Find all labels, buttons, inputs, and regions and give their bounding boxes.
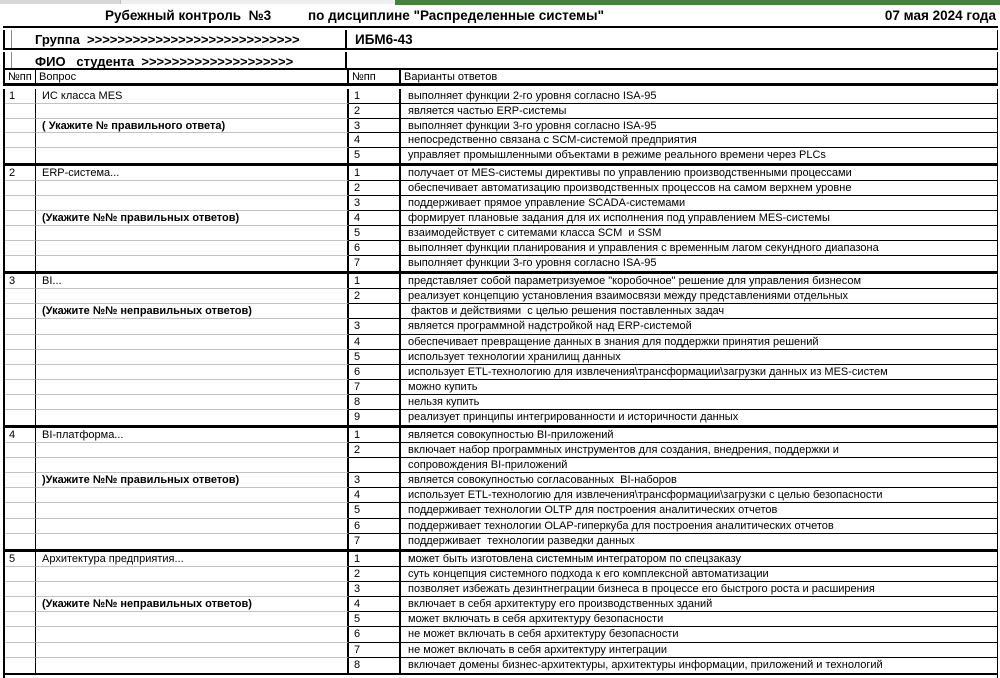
question-text-cell: BI... xyxy=(36,274,349,289)
answer-text-cell: можно купить xyxy=(401,380,997,395)
gridline-cell xyxy=(36,256,349,271)
answer-number-cell: 7 xyxy=(349,534,401,549)
answer-text-cell: является частью ERP-системы xyxy=(401,104,997,119)
answer-text-cell: суть концепция системного подхода к его комплексной автоматизации xyxy=(401,567,997,582)
gridline-cell xyxy=(36,289,349,304)
page-title: Рубежный контроль №3 xyxy=(105,8,272,23)
gridline-cell xyxy=(5,119,36,134)
answer-number-cell: 6 xyxy=(349,365,401,380)
question-number-cell: 5 xyxy=(5,552,36,567)
gridline-cell xyxy=(36,181,349,196)
gridline-cell xyxy=(36,519,349,534)
gridline-cell xyxy=(36,319,349,334)
gridline-cell xyxy=(36,335,349,350)
gridline-cell xyxy=(5,241,36,256)
answer-number-cell: 5 xyxy=(349,350,401,365)
answer-number-cell: 5 xyxy=(349,612,401,627)
answer-text-cell: не может включать в себя архитектуру интеграции xyxy=(401,643,997,658)
gridline-cell xyxy=(5,256,36,271)
gridline-cell xyxy=(5,582,36,597)
answer-text-cell: использует технологии хранилищ данных xyxy=(401,350,997,365)
question-instruction-cell xyxy=(36,473,349,488)
question-block xyxy=(5,166,997,274)
question-instruction-cell xyxy=(36,211,349,226)
gridline-cell xyxy=(36,133,349,148)
page-subtitle: по дисциплине "Распределенные системы" xyxy=(308,8,604,23)
gridline-cell xyxy=(5,335,36,350)
answer-text-cell: является совокупностью BI-приложений xyxy=(401,428,997,443)
gridline-cell xyxy=(36,350,349,365)
answer-text-cell: взаимодействует с ситемами класса SCM и SSM xyxy=(401,226,997,241)
gridline-cell xyxy=(36,241,349,256)
answer-number-cell: 6 xyxy=(349,519,401,534)
gridline-cell xyxy=(5,658,36,673)
gridline-cell xyxy=(36,627,349,642)
answer-text-cell: может быть изготовлена системным интегратором по спецзаказу xyxy=(401,552,997,567)
question-block xyxy=(5,552,997,675)
gridline-cell xyxy=(5,597,36,612)
gridline-cell xyxy=(5,534,36,549)
answer-text-cell: выполняет функции 2-го уровня согласно ISA-95 xyxy=(401,89,997,104)
gridline-cell xyxy=(36,612,349,627)
answer-text-cell: использует ETL-технологию для извлечения\трансформации\загрузки с целью безопасности xyxy=(401,488,997,503)
column-header-question: Вопрос xyxy=(36,70,349,83)
gridline-cell xyxy=(5,410,36,425)
answer-text-cell: выполняет функции 3-го уровня согласно ISA-95 xyxy=(401,119,997,134)
gridline-cell xyxy=(5,380,36,395)
answer-number-cell: 5 xyxy=(349,226,401,241)
answer-number-cell: 3 xyxy=(349,196,401,211)
answer-number-cell: 3 xyxy=(349,582,401,597)
gridline-cell xyxy=(5,395,36,410)
column-header-answers: Варианты ответов xyxy=(404,71,498,83)
question-instruction: (Укажите №№ правильных ответов) xyxy=(42,212,240,225)
gridline-cell xyxy=(36,395,349,410)
answer-text-cell: поддерживает прямое управление SCADA-системами xyxy=(401,196,997,211)
answer-number-cell: 5 xyxy=(349,148,401,163)
group-row xyxy=(3,30,998,50)
answer-text-cell: обеспечивает автоматизацию производственных процессов на самом верхнем уровне xyxy=(401,181,997,196)
answer-number-cell: 7 xyxy=(349,643,401,658)
answer-number-cell: 9 xyxy=(349,410,401,425)
answer-number-cell: 8 xyxy=(349,395,401,410)
answer-text-cell: является совокупностью согласованных BI-наборов xyxy=(401,473,997,488)
answer-text-cell: поддерживает технологии OLTP для построения аналитических отчетов xyxy=(401,503,997,518)
gridline-cell xyxy=(5,350,36,365)
answer-number-cell: 2 xyxy=(349,443,401,458)
question-number-cell: 3 xyxy=(5,274,36,289)
answer-text-cell: включает набор программных инструментов для создания, внедрения, поддержки и xyxy=(401,443,997,458)
gridline-cell xyxy=(36,410,349,425)
answer-number-cell: 1 xyxy=(349,428,401,443)
gridline-cell xyxy=(5,458,36,473)
student-name-label: ФИО студента >>>>>>>>>>>>>>>>>>>> xyxy=(5,52,347,68)
answer-number-cell: 2 xyxy=(349,567,401,582)
answer-number-cell: 7 xyxy=(349,256,401,271)
student-name-row xyxy=(3,52,998,70)
question-instruction-cell xyxy=(36,304,349,319)
strip-segment-mid xyxy=(121,0,395,4)
answer-text-cell: нельзя купить xyxy=(401,395,997,410)
gridline-cell xyxy=(36,488,349,503)
answer-text-cell: включает домены бизнес-архитектуры, архитектуры информации, приложений и технологий xyxy=(408,658,883,671)
answer-text-cell: сопровождения BI-приложений xyxy=(401,458,997,473)
answer-number-cell xyxy=(349,458,401,473)
answer-number-cell: 6 xyxy=(349,241,401,256)
gridline-cell xyxy=(5,226,36,241)
answer-text-cell: может включать в себя архитектуру безопасности xyxy=(401,612,997,627)
gridline-cell xyxy=(5,567,36,582)
question-block xyxy=(5,428,997,551)
gridline-cell xyxy=(5,148,36,163)
gridline-cell xyxy=(5,289,36,304)
answer-text-cell: представляет собой параметризуемое "коробочное" решение для управления бизнесом xyxy=(401,274,997,289)
gridline-cell xyxy=(5,443,36,458)
gridline-cell xyxy=(36,443,349,458)
gridline-cell xyxy=(36,582,349,597)
question-text-cell: ERP-система... xyxy=(36,166,349,181)
answer-number-cell: 4 xyxy=(349,488,401,503)
column-header-num2: №пп xyxy=(349,70,401,83)
answer-number-cell: 6 xyxy=(349,627,401,642)
answer-number-cell: 4 xyxy=(349,335,401,350)
gridline-cell xyxy=(36,148,349,163)
gridline-cell xyxy=(36,643,349,658)
title-row xyxy=(3,5,998,28)
question-block xyxy=(5,274,997,428)
answer-number-cell: 3 xyxy=(349,319,401,334)
question-block xyxy=(5,89,997,166)
gridline-cell xyxy=(5,104,36,119)
column-header-num1: №пп xyxy=(5,70,36,83)
answer-number-cell: 2 xyxy=(349,289,401,304)
answer-number-cell: 5 xyxy=(349,503,401,518)
answer-number-cell: 1 xyxy=(349,89,401,104)
answer-text-cell: позволяет избежать дезинтнеграции бизнеса в процессе его быстрого роста и расширения xyxy=(401,582,997,597)
answer-text-cell: поддерживает технологии OLAP-гиперкуба для построения аналитических отчетов xyxy=(401,519,997,534)
question-instruction: ( Укажите № правильного ответа) xyxy=(42,119,226,132)
question-instruction-cell xyxy=(36,119,349,134)
question-number-cell: 1 xyxy=(5,89,36,104)
gridline-cell xyxy=(36,567,349,582)
gridline-cell xyxy=(5,365,36,380)
answer-text-cell: формирует плановые задания для их исполнения под управлением MES-системы xyxy=(401,211,997,226)
gridline-cell xyxy=(5,304,36,319)
gridline-cell xyxy=(36,458,349,473)
column-header-row xyxy=(3,70,998,86)
gridline-cell xyxy=(5,319,36,334)
answer-number-cell: 2 xyxy=(349,181,401,196)
group-label: Группа >>>>>>>>>>>>>>>>>>>>>>>>>>>> xyxy=(5,30,347,48)
gridline-cell xyxy=(36,104,349,119)
answer-number-cell: 8 xyxy=(349,658,401,673)
gridline-cell xyxy=(36,365,349,380)
gridline-cell xyxy=(5,627,36,642)
gridline-cell xyxy=(36,503,349,518)
question-number-cell: 2 xyxy=(5,166,36,181)
date-label: 07 мая 2024 года xyxy=(884,8,996,23)
answer-number-cell: 3 xyxy=(349,119,401,134)
question-instruction: (Укажите №№ неправильных ответов) xyxy=(42,598,252,611)
strip-segment-left xyxy=(0,0,121,4)
gridline-cell xyxy=(5,519,36,534)
question-text-cell: BI-платформа... xyxy=(36,428,349,443)
answer-text-cell: не может включать в себя архитектуру безопасности xyxy=(401,627,997,642)
answer-text-cell: управляет промышленными объектами в режиме реального времени через PLCs xyxy=(408,149,826,162)
answer-text-cell: непосредственно связана с SCM-системой предприятия xyxy=(401,133,997,148)
gridline-cell xyxy=(5,196,36,211)
question-text-cell: ИС класса MES xyxy=(36,89,349,104)
answer-number-cell xyxy=(349,304,401,319)
student-name-cell[interactable] xyxy=(349,52,997,68)
answer-text-cell: реализует концепцию установления взаимосвязи между представлениями отдельных xyxy=(401,289,997,304)
question-text-cell: Архитектура предприятия... xyxy=(36,552,349,567)
gridline-cell xyxy=(36,534,349,549)
gridline-cell xyxy=(5,473,36,488)
answer-number-cell: 1 xyxy=(349,552,401,567)
answer-number-cell: 4 xyxy=(349,211,401,226)
gridline-cell xyxy=(36,196,349,211)
gridline-cell xyxy=(36,380,349,395)
answer-text-cell: реализует принципы интегрированности и историчности данных xyxy=(408,411,739,424)
group-value: ИБМ6-43 xyxy=(355,32,413,47)
question-instruction: (Укажите №№ неправильных ответов) xyxy=(42,305,252,318)
answer-text-cell: выполняет функции планирования и управления с временным лагом секундного диапазона xyxy=(401,241,997,256)
gridline-cell xyxy=(5,643,36,658)
answer-number-cell: 7 xyxy=(349,380,401,395)
answer-number-cell: 1 xyxy=(349,166,401,181)
question-table xyxy=(3,89,998,678)
answer-text-cell: является программной надстройкой над ERP-системой xyxy=(401,319,997,334)
answer-number-cell: 4 xyxy=(349,133,401,148)
question-instruction-cell xyxy=(36,597,349,612)
gridline-cell xyxy=(5,211,36,226)
answer-number-cell: 4 xyxy=(349,597,401,612)
answer-text-cell: обеспечивает превращение данных в знания для поддержки принятия решений xyxy=(401,335,997,350)
answer-text-cell: фактов и действиями с целью решения поставленных задач xyxy=(401,304,997,319)
gridline-cell xyxy=(5,503,36,518)
answer-text-cell: включает в себя архитектуру его производственных зданий xyxy=(401,597,997,612)
gridline-cell xyxy=(5,488,36,503)
answer-number-cell: 2 xyxy=(349,104,401,119)
gridline-cell xyxy=(36,658,349,673)
answer-text-cell: выполняет функции 3-го уровня согласно ISA-95 xyxy=(408,257,657,270)
gridline-cell xyxy=(5,612,36,627)
answer-number-cell: 1 xyxy=(349,274,401,289)
answer-number-cell: 3 xyxy=(349,473,401,488)
gridline-cell xyxy=(36,226,349,241)
gridline-cell xyxy=(5,133,36,148)
question-number-cell: 4 xyxy=(5,428,36,443)
answer-text-cell: поддерживает технологии разведки данных xyxy=(408,534,635,547)
answer-text-cell: использует ETL-технологию для извлечения\трансформации\загрузки данных из MES-систем xyxy=(401,365,997,380)
question-instruction: )Укажите №№ правильных ответов) xyxy=(42,474,240,487)
gridline-cell xyxy=(5,181,36,196)
answer-text-cell: получает от MES-системы директивы по управлению производственными процессами xyxy=(401,166,997,181)
